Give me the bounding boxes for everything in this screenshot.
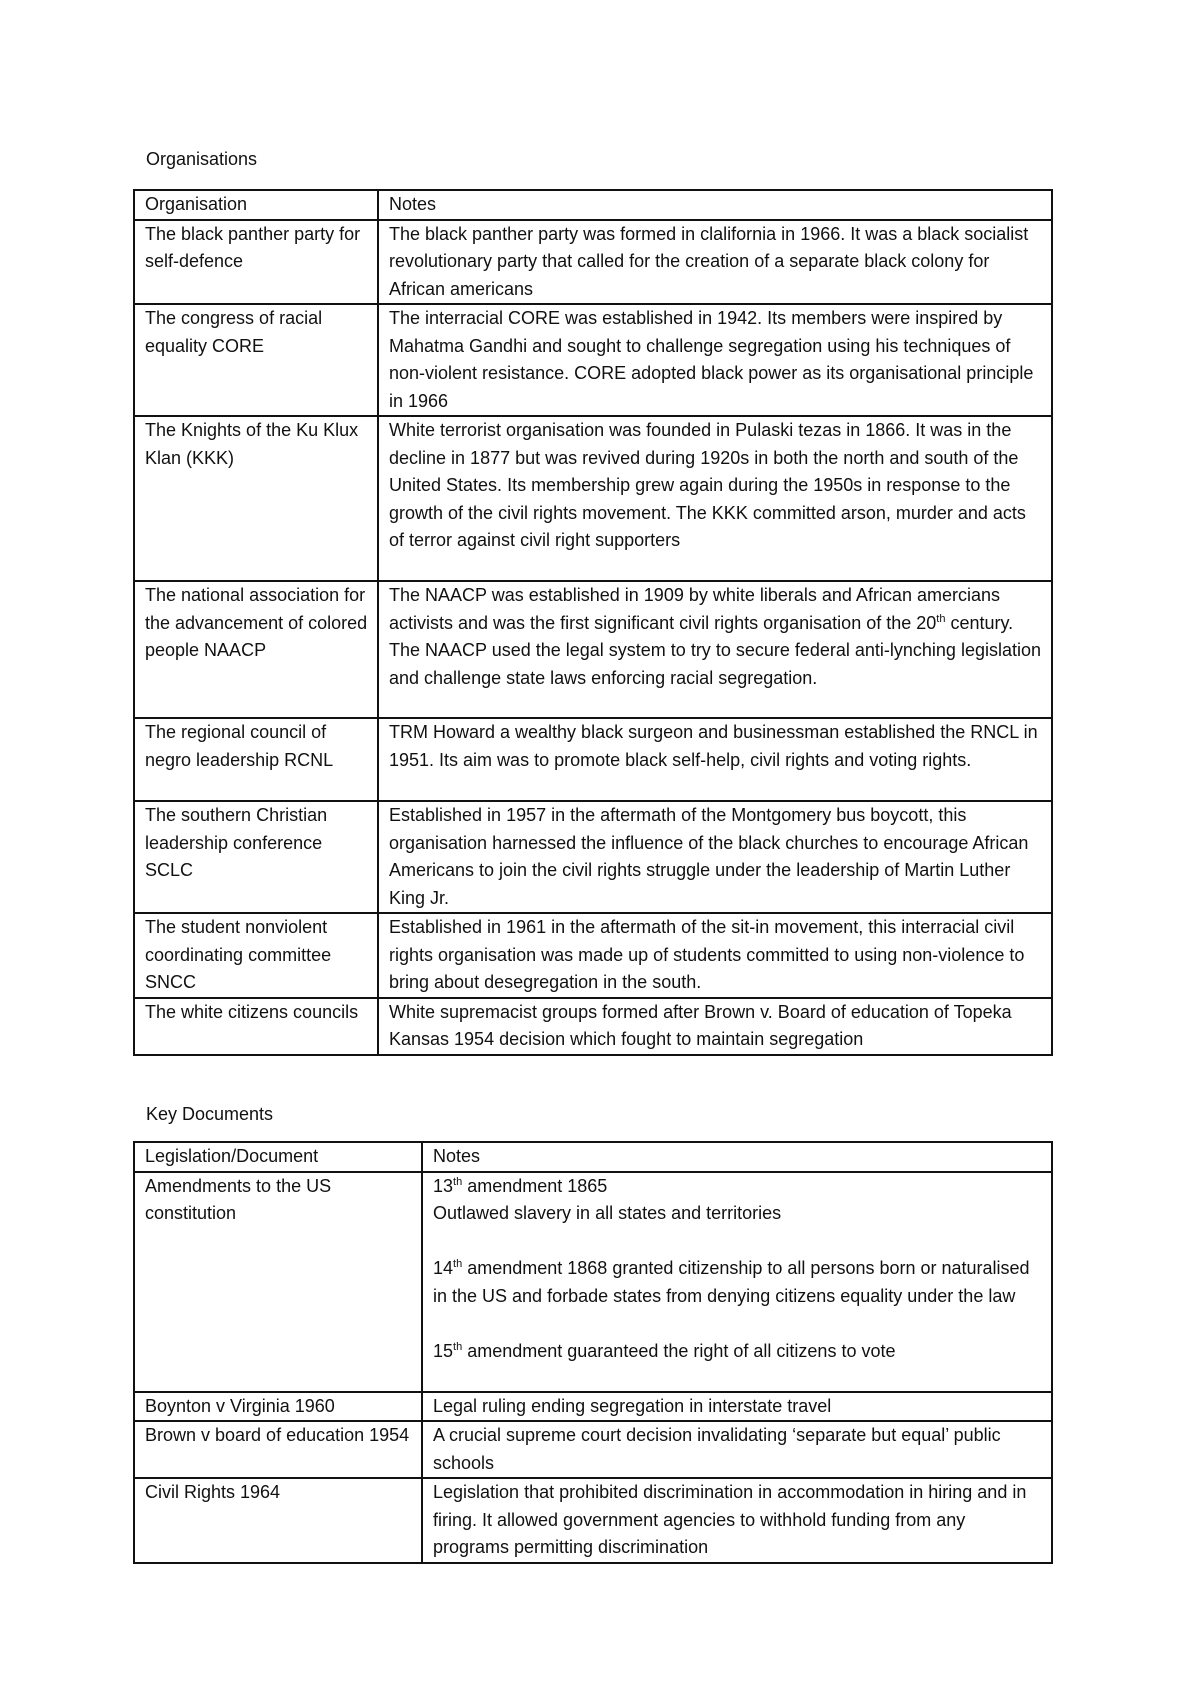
key-documents-table — [133, 1141, 1053, 1564]
organisation-notes: White terrorist organisation was founded in Pulaski tezas in 1866. It was in the decline in 1877 but was revived during 1920s in both the north and south of the United States. Its membership grew again during the 1950s in response to the growth of the civil rights movement. The KKK committed arson, murder and acts of terror against civil right supporters — [378, 416, 1052, 581]
document-name: Amendments to the US constitution — [134, 1172, 422, 1392]
column-header-document: Legislation/Document — [134, 1142, 422, 1172]
column-header-organisation: Organisation — [134, 190, 378, 220]
table-row — [134, 220, 1052, 305]
organisation-name: The southern Christian leadership conference SCLC — [134, 801, 378, 913]
amendment-number: 15 — [433, 1340, 454, 1361]
table-row — [134, 801, 1052, 913]
table-row — [134, 718, 1052, 801]
amendment-body-text: amendment 1868 granted citizenship to all persons born or naturalised in the US and forbade states from denying citizens equality under the law — [433, 1258, 1030, 1306]
organisation-name: The regional council of negro leadership RCNL — [134, 718, 378, 801]
table-row — [134, 1392, 1052, 1422]
document-notes: Legislation that prohibited discrimination in accommodation in hiring and in firing. It allowed government agencies to withhold funding from any programs permitting discrimination — [422, 1478, 1052, 1563]
amendment-14-text — [433, 1255, 1045, 1310]
amendment-13-title — [433, 1173, 1045, 1201]
document-notes — [422, 1172, 1052, 1392]
table-header-row — [134, 1142, 1052, 1172]
organisation-notes: TRM Howard a wealthy black surgeon and businessman established the RNCL in 1951. Its aim was to promote black self-help, civil rights and voting rights. — [378, 718, 1052, 801]
amendment-number: 13 — [433, 1175, 454, 1196]
amendment-number: 14 — [433, 1258, 454, 1278]
key-documents-heading: Key Documents — [146, 1104, 274, 1124]
organisation-name: The Knights of the Ku Klux Klan (KKK) — [134, 416, 378, 581]
column-header-notes: Notes — [422, 1142, 1052, 1172]
column-header-notes: Notes — [378, 190, 1052, 220]
document-notes: A crucial supreme court decision invalidating ‘separate but equal’ public schools — [422, 1421, 1052, 1478]
amendment-15-text — [433, 1338, 1045, 1366]
organisations-table — [133, 189, 1053, 1056]
organisations-heading: Organisations — [146, 149, 258, 169]
organisation-name: The white citizens councils — [134, 998, 378, 1055]
organisation-notes: The interracial CORE was established in 1942. Its members were inspired by Mahatma Gandhi and sought to challenge segregation using his techniques of non-violent resistance. CORE adopted black power as its organisational principle in 1966 — [378, 304, 1052, 416]
spacer — [433, 1228, 1045, 1256]
organisation-notes: The black panther party was formed in clalifornia in 1966. It was a black socialist revolutionary party that called for the creation of a separate black colony for African americans — [378, 220, 1052, 305]
table-row — [134, 581, 1052, 718]
superscript: th — [453, 1258, 463, 1270]
organisation-notes: Established in 1957 in the aftermath of the Montgomery bus boycott, this organisation harnessed the influence of the black churches to encourage African Americans to join the civil rights struggle under the leadership of Martin Luther King Jr. — [378, 801, 1052, 913]
table-header-row — [134, 190, 1052, 220]
document-notes: Legal ruling ending segregation in interstate travel — [422, 1392, 1052, 1422]
amendment-body-text: amendment guaranteed the right of all citizens to vote — [462, 1340, 896, 1361]
table-row — [134, 1172, 1052, 1392]
spacer — [433, 1310, 1045, 1338]
organisation-name: The national association for the advancement of colored people NAACP — [134, 581, 378, 718]
document-name: Brown v board of education 1954 — [134, 1421, 422, 1478]
table-row — [134, 1478, 1052, 1563]
table-row — [134, 998, 1052, 1055]
document-name: Boynton v Virginia 1960 — [134, 1392, 422, 1422]
organisation-notes — [378, 581, 1052, 718]
superscript: th — [453, 1340, 463, 1353]
organisation-name: The black panther party for self-defence — [134, 220, 378, 305]
table-row — [134, 1421, 1052, 1478]
amendment-title-text: amendment 1865 — [462, 1175, 608, 1196]
table-row — [134, 304, 1052, 416]
notes-text-part: century. The NAACP used the legal system to try to secure federal anti-lynching legislation and challenge state laws enforcing racial segregation. — [389, 612, 1041, 688]
table-row — [134, 416, 1052, 581]
document-name: Civil Rights 1964 — [134, 1478, 422, 1563]
organisation-notes: Established in 1961 in the aftermath of the sit-in movement, this interracial civil rights organisation was made up of students committed to using non-violence to bring about desegregation in the south. — [378, 913, 1052, 998]
organisation-name: The congress of racial equality CORE — [134, 304, 378, 416]
organisation-name: The student nonviolent coordinating committee SNCC — [134, 913, 378, 998]
notes-text-part: The NAACP was established in 1909 by white liberals and African amercians activists and was the first significant civil rights organisation of the 20 — [389, 585, 1000, 633]
organisation-notes: White supremacist groups formed after Brown v. Board of education of Topeka Kansas 1954 decision which fought to maintain segregation — [378, 998, 1052, 1055]
superscript: th — [936, 612, 946, 625]
table-row — [134, 913, 1052, 998]
superscript: th — [453, 1175, 463, 1188]
amendment-13-text: Outlawed slavery in all states and territories — [433, 1203, 782, 1223]
